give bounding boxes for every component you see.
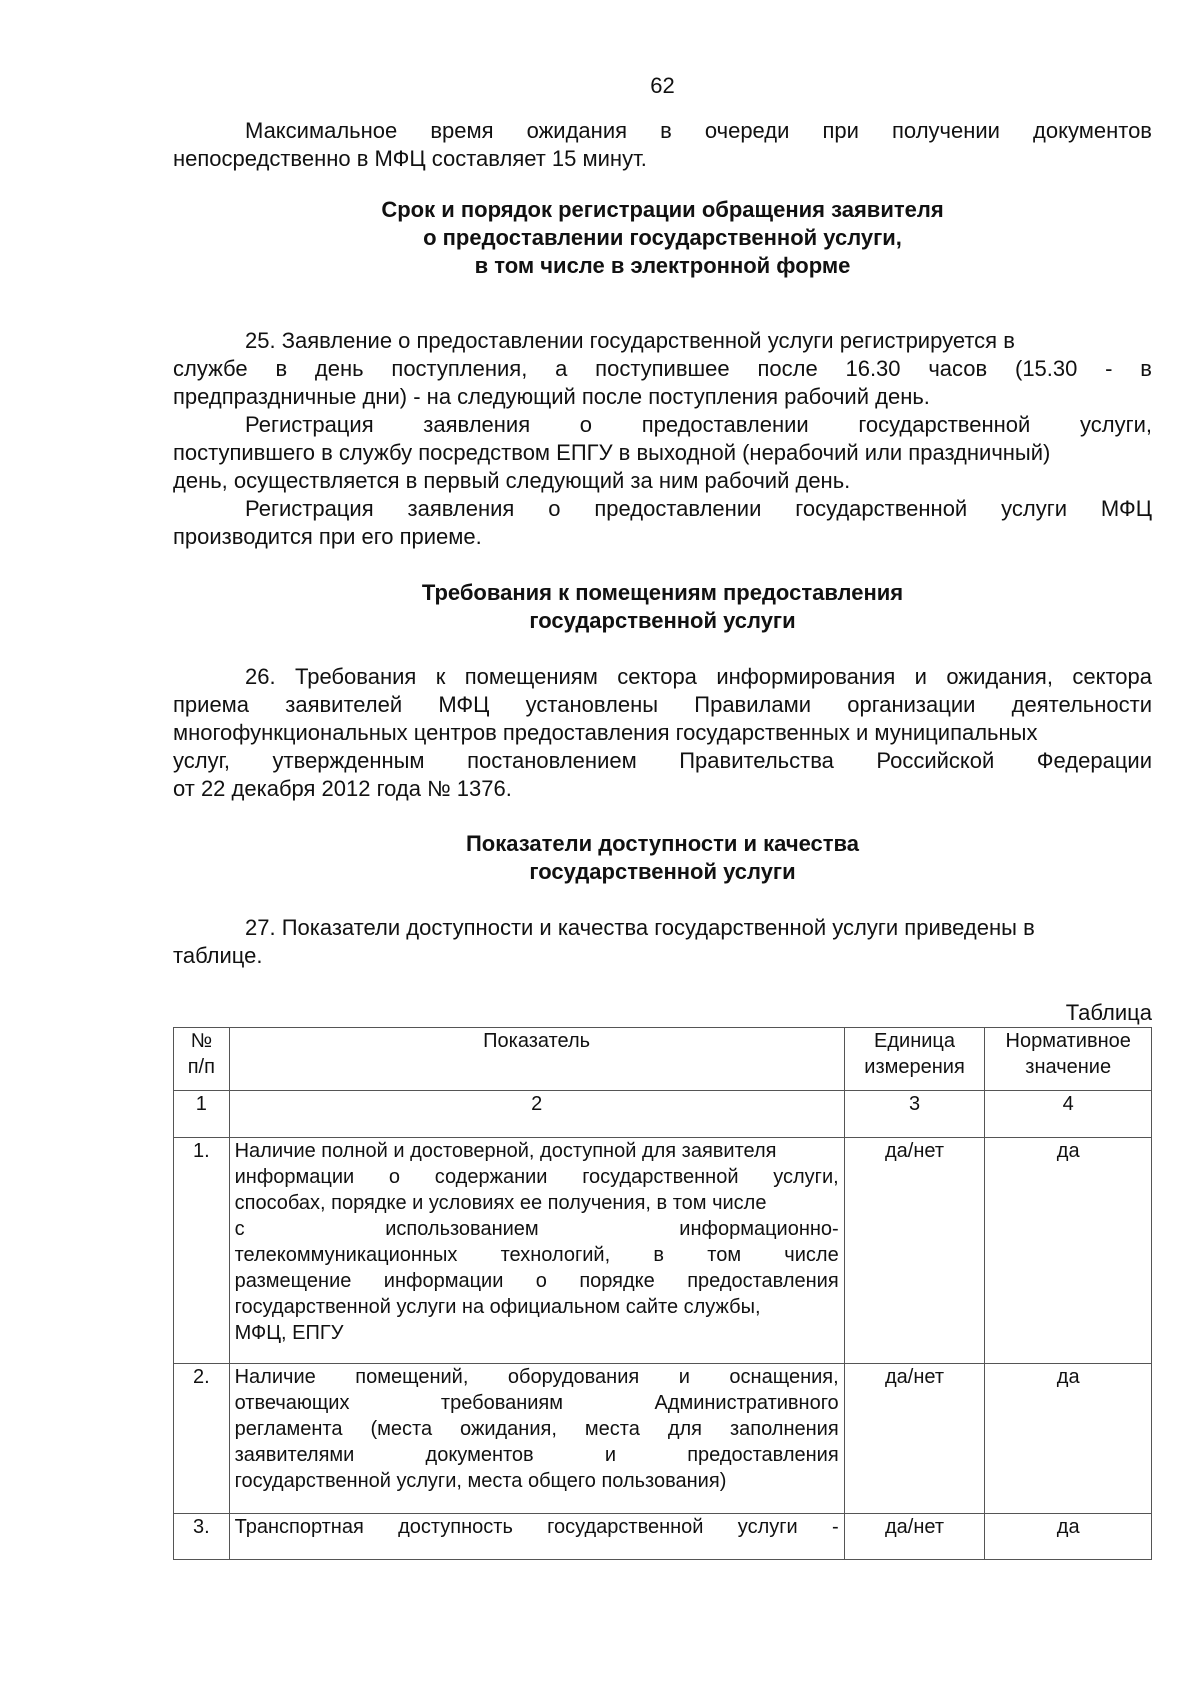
text-line: 27. Показатели доступности и качества государственной услуги приведены в: [245, 915, 1035, 940]
row-unit: да/нет: [844, 1364, 985, 1514]
heading-line: Срок и порядок регистрации обращения заявителя: [381, 197, 944, 222]
column-numbers-row: [174, 1091, 1152, 1138]
text-line: непосредственно в МФЦ составляет 15 минут.: [173, 146, 647, 171]
text-line: день, осуществляется в первый следующий за ним рабочий день.: [173, 468, 851, 493]
row-indicator: Наличие полной и достоверной, доступной для заявителя информации о содержании государственной услуги, способах, порядке и условиях ее получения, в том числе с использованием информационно- телекоммуникационных технологий, в том числе размещение информации о порядке предоставления государственной услуги на официальном сайте службы, МФЦ, ЕПГУ: [229, 1138, 844, 1364]
row-norm: да: [985, 1514, 1152, 1560]
page-number: 62: [650, 73, 675, 98]
header-unit: Единица измерения: [844, 1028, 985, 1091]
text-line: предпраздничные дни) - на следующий после поступления рабочий день.: [173, 384, 930, 409]
section-heading-registration: [173, 196, 1152, 280]
section-heading-indicators: [173, 830, 1152, 886]
paragraph-25: [173, 327, 1152, 551]
row-indicator: Транспортная доступность государственной услуги -: [229, 1514, 844, 1560]
row-norm: да: [985, 1138, 1152, 1364]
text-line: многофункциональных центров предоставления государственных и муниципальных: [173, 720, 1038, 745]
row-indicator: Наличие помещений, оборудования и оснащения, отвечающих требованиям Административного регламента (места ожидания, места для заполнения заявителями документов и предоставления государственной услуги, места общего пользования): [229, 1364, 844, 1514]
table-header-row: [174, 1028, 1152, 1091]
column-number: 3: [844, 1091, 985, 1138]
text-line: поступившего в службу посредством ЕПГУ в выходной (нерабочий или праздничный): [173, 440, 1051, 465]
indicators-table: [173, 1027, 1152, 1560]
row-number: 3.: [174, 1514, 230, 1560]
text-line: производится при его приеме.: [173, 524, 482, 549]
row-unit: да/нет: [844, 1138, 985, 1364]
intro-paragraph: [173, 117, 1152, 173]
header-indicator: Показатель: [229, 1028, 844, 1091]
text-line: Регистрация заявления о предоставлении государственной услуги МФЦ: [245, 496, 1152, 521]
row-number: 2.: [174, 1364, 230, 1514]
section-heading-premises: [173, 579, 1152, 635]
column-number: 2: [229, 1091, 844, 1138]
heading-line: в том числе в электронной форме: [474, 253, 851, 278]
text-line: 26. Требования к помещениям сектора информирования и ожидания, сектора: [245, 664, 1152, 689]
text-line: Максимальное время ожидания в очереди при получении документов: [245, 118, 1152, 143]
row-unit: да/нет: [844, 1514, 985, 1560]
row-norm: да: [985, 1364, 1152, 1514]
table-caption: Таблица: [1065, 1000, 1152, 1025]
text-line: приема заявителей МФЦ установлены Правилами организации деятельности: [173, 692, 1152, 717]
paragraph-27: [173, 914, 1152, 970]
text-line: от 22 декабря 2012 года № 1376.: [173, 776, 512, 801]
text-line: службе в день поступления, а поступившее после 16.30 часов (15.30 - в: [173, 356, 1152, 381]
column-number: 4: [985, 1091, 1152, 1138]
header-num: № п/п: [174, 1028, 230, 1091]
table-row: [174, 1138, 1152, 1364]
heading-line: Показатели доступности и качества: [465, 831, 860, 856]
column-number: 1: [174, 1091, 230, 1138]
table-row: [174, 1514, 1152, 1560]
text-line: Регистрация заявления о предоставлении государственной услуги,: [245, 412, 1152, 437]
row-number: 1.: [174, 1138, 230, 1364]
text-line: услуг, утвержденным постановлением Правительства Российской Федерации: [173, 748, 1152, 773]
heading-line: государственной услуги: [529, 608, 796, 633]
text-line: таблице.: [173, 943, 263, 968]
paragraph-26: [173, 663, 1152, 803]
table-row: [174, 1364, 1152, 1514]
text-line: 25. Заявление о предоставлении государственной услуги регистрируется в: [245, 328, 1015, 353]
header-norm: Нормативное значение: [985, 1028, 1152, 1091]
heading-line: государственной услуги: [529, 859, 796, 884]
heading-line: о предоставлении государственной услуги,: [423, 225, 902, 250]
heading-line: Требования к помещениям предоставления: [421, 580, 904, 605]
